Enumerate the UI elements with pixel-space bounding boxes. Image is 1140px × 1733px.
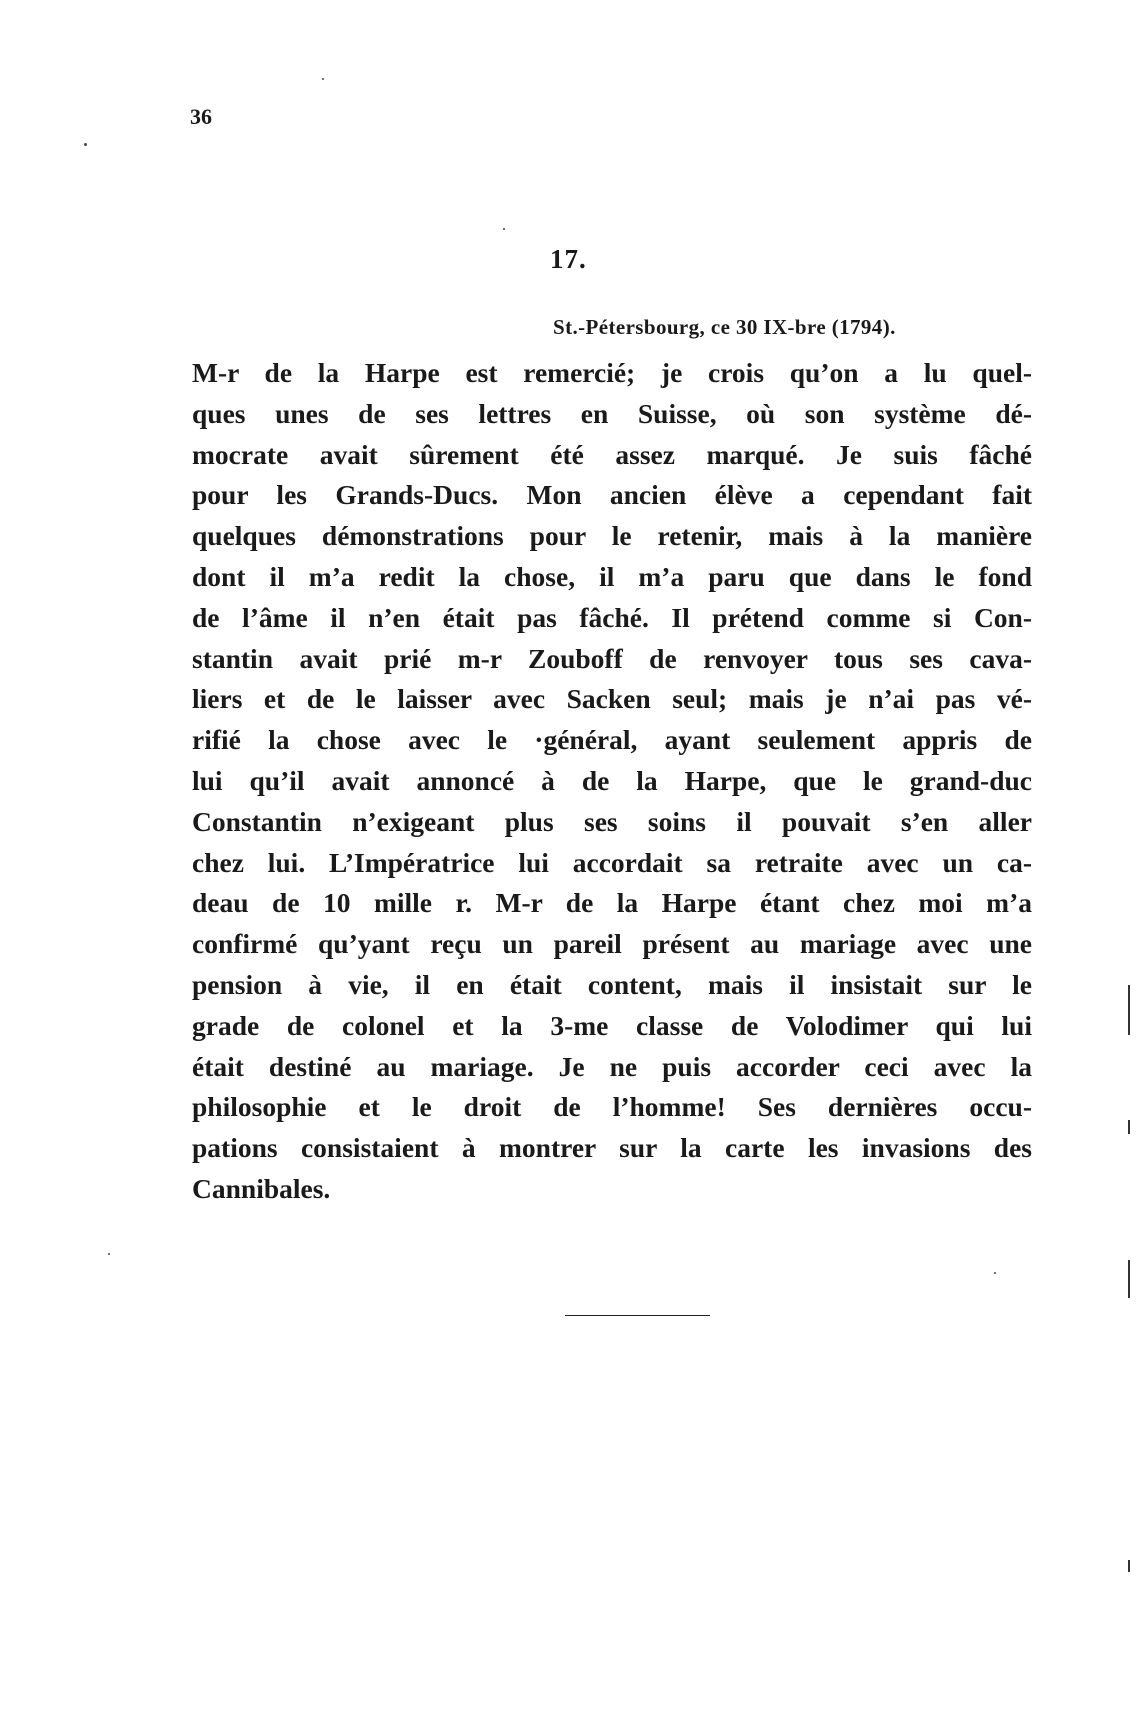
body-line: chez lui. L’Impératrice lui accordait sa retraite avec un ca-	[192, 846, 1032, 878]
body-line: de l’âme il n’en était pas fâché. Il prétend comme si Con-	[192, 601, 1032, 633]
body-line: pations consistaient à montrer sur la carte les invasions des	[192, 1132, 1032, 1164]
scan-edge-mark	[1128, 1560, 1130, 1572]
body-line: ques unes de ses lettres en Suisse, où son système dé-	[192, 397, 1032, 429]
scan-speck	[503, 228, 505, 230]
scan-speck	[994, 1272, 996, 1274]
body-line: liers et de le laisser avec Sacken seul; mais je n’ai pas vé-	[192, 683, 1032, 715]
scan-edge-mark	[1128, 985, 1130, 1035]
letter-body	[192, 353, 1032, 1210]
body-line: stantin avait prié m-r Zouboff de renvoyer tous ses cava-	[192, 642, 1032, 674]
scan-edge-mark	[1128, 1260, 1130, 1298]
body-line: rifié la chose avec le ·général, ayant seulement appris de	[192, 724, 1032, 756]
body-line: confirmé qu’yant reçu un pareil présent au mariage avec une	[192, 928, 1032, 960]
body-line: grade de colonel et la 3-me classe de Volodimer qui lui	[192, 1009, 1032, 1041]
closing-rule	[565, 1315, 710, 1316]
scan-speck	[84, 143, 87, 146]
scan-speck	[322, 78, 324, 80]
body-line: deau de 10 mille r. M-r de la Harpe étant chez moi m’a	[192, 887, 1032, 919]
body-line: pension à vie, il en était content, mais il insistait sur le	[192, 968, 1032, 1000]
body-line: Constantin n’exigeant plus ses soins il pouvait s’en aller	[192, 805, 1032, 837]
body-line: M-r de la Harpe est remercié; je crois qu’on a lu quel-	[192, 357, 1032, 388]
body-line: mocrate avait sûrement été assez marqué. Je suis fâché	[192, 438, 1032, 470]
body-line: Cannibales.	[192, 1172, 331, 1204]
body-line: dont il m’a redit la chose, il m’a paru que dans le fond	[192, 560, 1032, 592]
scan-speck	[108, 1253, 110, 1255]
body-line: pour les Grands-Ducs. Mon ancien élève a cependant fait	[192, 479, 1032, 511]
body-line: était destiné au mariage. Je ne puis accorder ceci avec la	[192, 1050, 1032, 1082]
page-number: 36	[190, 104, 212, 129]
body-line: quelques démonstrations pour le retenir, mais à la manière	[192, 520, 1032, 552]
letter-dateline: St.-Pétersbourg, ce 30 IX-bre (1794).	[553, 315, 896, 339]
body-line: philosophie et le droit de l’homme! Ses dernières occu-	[192, 1091, 1032, 1123]
scan-edge-mark	[1128, 1120, 1130, 1134]
letter-number: 17.	[550, 244, 587, 274]
body-line: lui qu’il avait annoncé à de la Harpe, que le grand-duc	[192, 764, 1032, 796]
